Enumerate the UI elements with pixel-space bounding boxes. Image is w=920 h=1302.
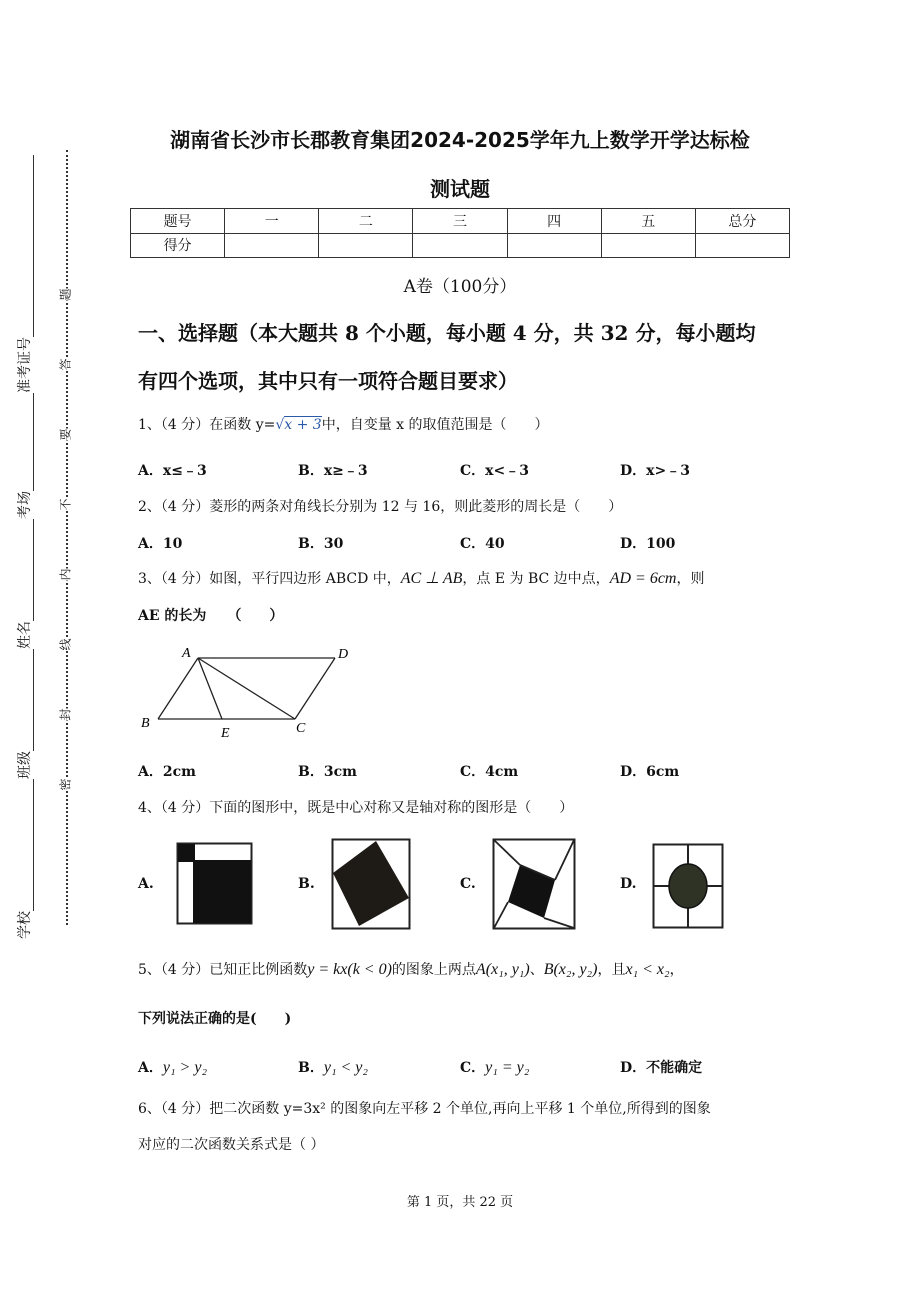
q5-option-d <box>620 1057 702 1077</box>
q1-text: 1、（4 分）在函数 y= <box>138 417 276 433</box>
option-label: A． <box>138 1060 163 1076</box>
option-math: y₁ > y₂ <box>162 1059 207 1076</box>
seal-char: 内 <box>58 568 73 581</box>
side-ab <box>158 658 198 719</box>
q3-text: 3、（4 分）如图，平行四边形 ABCD 中， <box>138 571 401 587</box>
q5-text: ，且 <box>597 962 626 978</box>
seal-char: 答 <box>58 358 73 371</box>
q1-radicand: x + 3 <box>284 417 322 433</box>
q4-label-d: D. <box>620 876 637 892</box>
option-math: y₁ = y₂ <box>485 1059 530 1076</box>
q3-option-a: A．2cm <box>138 764 196 780</box>
section-heading-2: 有四个选项，其中只有一项符合题目要求） <box>138 369 518 393</box>
score-cell <box>507 233 601 258</box>
q4-label-c: C. <box>460 876 476 892</box>
field-room: 考场 <box>14 491 34 519</box>
q4-label-a: A. <box>138 876 154 892</box>
figure-d <box>652 843 724 929</box>
side-cd <box>295 658 335 719</box>
table-header: 总分 <box>695 209 789 234</box>
field-line <box>33 155 34 925</box>
field-name: 姓名 <box>14 621 34 649</box>
q4-label-b: B. <box>298 876 315 892</box>
q5-math: B(x₂, y₂) <box>543 961 598 978</box>
part-heading: A卷（100分） <box>403 277 517 297</box>
score-cell <box>413 233 507 258</box>
section-heading-1: 一、选择题（本大题共 8 个小题，每小题 4 分，共 32 分，每小题均 <box>138 321 756 345</box>
question-6-line2: 对应的二次函数关系式是（ ） <box>138 1137 325 1153</box>
q1-text-end: 中，自变量 x 的取值范围是（ ） <box>321 417 549 433</box>
q5-math: x₁ < x₂ <box>625 961 670 978</box>
figure-a <box>176 842 254 926</box>
label-c: C <box>296 721 306 736</box>
table-header: 三 <box>413 209 507 234</box>
seal-char: 封 <box>58 708 73 721</box>
question-1 <box>138 414 549 434</box>
q5-option-a <box>138 1057 207 1077</box>
option-label: B． <box>298 1060 324 1076</box>
question-5-line2: 下列说法正确的是( ) <box>138 1011 292 1027</box>
page-footer: 第 1 页，共 22 页 <box>406 1195 514 1210</box>
seal-char: 要 <box>58 428 73 441</box>
q2-option-c: C．40 <box>460 536 505 552</box>
diagonal-ac <box>198 658 295 719</box>
q5-option-b <box>298 1057 368 1077</box>
label-a: A <box>182 646 191 661</box>
question-4: 4、（4 分）下面的图形中，既是中心对称又是轴对称的图形是（ ） <box>138 800 574 816</box>
question-6: 6、（4 分）把二次函数 y=3x² 的图象向左平移 2 个单位,再向上平移 1 个单位,所得到的图象 <box>138 1101 711 1117</box>
score-cell <box>319 233 413 258</box>
table-header: 一 <box>225 209 319 234</box>
q3-option-d: D．6cm <box>620 764 680 780</box>
row-label: 得分 <box>131 233 225 258</box>
q5-text: 5、（4 分）已知正比例函数 <box>138 962 308 978</box>
q5-text: 的图象上两点 <box>391 962 476 978</box>
figure-b <box>331 838 411 930</box>
label-d: D <box>338 647 349 662</box>
question-3 <box>138 568 704 588</box>
table-header: 四 <box>507 209 601 234</box>
seal-char: 不 <box>58 498 73 511</box>
table-header: 二 <box>319 209 413 234</box>
q5-option-c <box>460 1057 529 1077</box>
option-label: D． <box>620 1060 647 1076</box>
label-b: B <box>141 716 150 731</box>
q2-option-b: B．30 <box>298 536 344 552</box>
seal-char: 题 <box>58 288 73 301</box>
q3-math: AD = 6cm <box>609 570 677 587</box>
score-cell <box>601 233 695 258</box>
seal-char: 线 <box>58 638 73 651</box>
q1-option-d: D．x>﹣3 <box>620 463 690 479</box>
q3-option-c: C．4cm <box>460 764 519 780</box>
q5-math: y = kx(k < 0) <box>307 961 392 978</box>
option-math: y₁ < y₂ <box>323 1059 368 1076</box>
question-5 <box>138 959 684 979</box>
score-cell <box>225 233 319 258</box>
field-school: 学校 <box>14 911 34 939</box>
seal-line <box>66 150 68 925</box>
q2-option-d: D．100 <box>620 536 676 552</box>
q1-option-a: A．x≤﹣3 <box>138 463 207 479</box>
score-cell <box>695 233 789 258</box>
q5-text: ， <box>669 962 684 978</box>
q3-math: AC ⊥ AB <box>400 570 463 587</box>
field-exam-id: 准考证号 <box>14 337 34 393</box>
option-text: 不能确定 <box>646 1060 703 1076</box>
field-class: 班级 <box>14 751 34 779</box>
table-header: 题号 <box>131 209 225 234</box>
seal-char: 密 <box>58 778 73 791</box>
q3-option-b: B．3cm <box>298 764 357 780</box>
table-header: 五 <box>601 209 695 234</box>
q1-option-b: B．x≥﹣3 <box>298 463 368 479</box>
q5-text: 、 <box>529 962 544 978</box>
q3-text: ，点 E 为 BC 边中点， <box>462 571 610 587</box>
doc-title-line2: 测试题 <box>430 177 490 201</box>
q1-sqrt: √x + 3 <box>275 417 322 433</box>
q3-text: ，则 <box>676 571 705 587</box>
doc-title-line1: 湖南省长沙市长郡教育集团2024-2025学年九上数学开学达标检 <box>170 128 750 152</box>
segment-ae <box>198 658 222 719</box>
option-label: C． <box>460 1060 486 1076</box>
question-3-line2: AE 的长为 （ ） <box>138 608 284 624</box>
figure-c <box>492 838 576 930</box>
q5-math: A(x₁, y₁) <box>475 961 530 978</box>
score-table <box>130 208 790 258</box>
parallelogram-figure <box>135 640 365 745</box>
question-2: 2、（4 分）菱形的两条对角线长分别为 12 与 16，则此菱形的周长是（ ） <box>138 499 623 515</box>
q2-option-a: A．10 <box>138 536 183 552</box>
q1-option-c: C．x<﹣3 <box>460 463 529 479</box>
label-e: E <box>221 726 230 741</box>
